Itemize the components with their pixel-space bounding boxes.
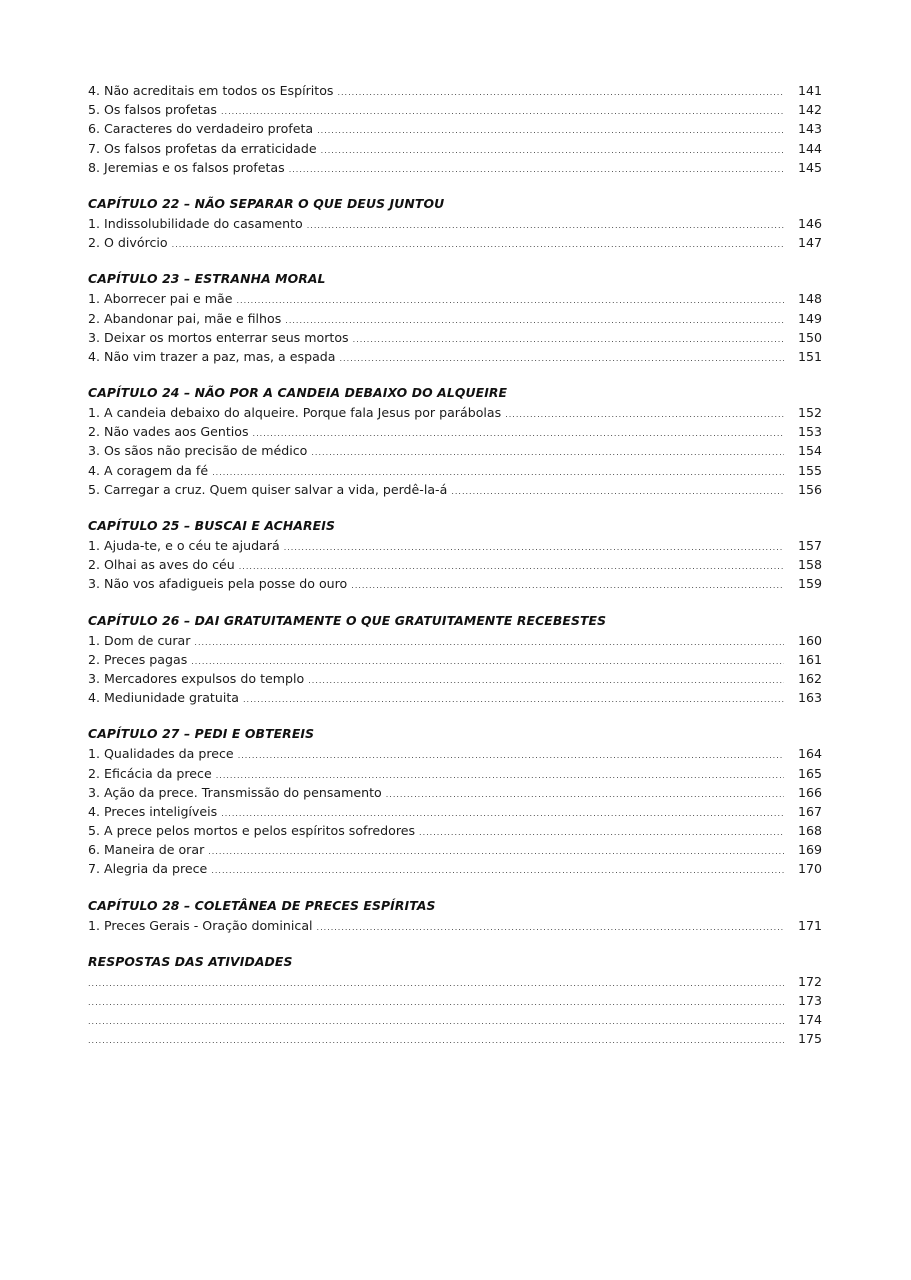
toc-entry-title: 4. Preces inteligíveis xyxy=(88,803,218,819)
toc-section xyxy=(88,516,824,594)
toc-section xyxy=(88,194,824,252)
toc-page-number: 153 xyxy=(797,424,822,440)
dot-leader xyxy=(88,1012,784,1031)
dot-leader xyxy=(317,918,784,937)
toc-entry-title: 3. Deixar os mortos enterrar seus mortos xyxy=(88,329,349,345)
dot-leader xyxy=(337,83,784,102)
toc-entry-title: 8. Jeremias e os falsos profetas xyxy=(88,159,285,175)
dot-leader xyxy=(243,690,784,709)
toc-entry-title: 3. Não vos afadigueis pela posse do ouro xyxy=(88,576,348,592)
toc-page-number: 160 xyxy=(797,632,822,648)
toc-entry xyxy=(88,422,824,441)
toc-page-number: 157 xyxy=(797,538,822,553)
dot-leader xyxy=(505,405,784,424)
dot-leader xyxy=(237,291,785,310)
dot-leader xyxy=(353,330,784,349)
toc-entry-title: 2. Não vades aos Gentios xyxy=(88,424,249,440)
chapter-heading: CAPÍTULO 25 – BUSCAI E ACHAREIS xyxy=(88,518,335,533)
dot-leader xyxy=(88,974,784,993)
toc-entry-title: 1. A candeia debaixo do alqueire. Porque fala Jesus por parábolas xyxy=(88,405,502,421)
toc-entry xyxy=(88,480,824,499)
dot-leader xyxy=(172,235,784,254)
toc-entry xyxy=(88,840,824,859)
toc-page-number: 156 xyxy=(797,481,822,497)
dot-leader xyxy=(386,785,784,804)
dot-leader xyxy=(289,160,784,179)
toc-entry xyxy=(88,139,824,158)
dot-leader xyxy=(211,861,784,880)
toc-entry xyxy=(88,1029,824,1048)
toc-entry xyxy=(88,441,824,460)
toc-entry-title: 1. Qualidades da prece xyxy=(88,746,234,762)
toc-page-number: 162 xyxy=(797,670,822,686)
chapter-heading: CAPÍTULO 28 – COLETÂNEA DE PRECES ESPÍRITAS xyxy=(88,897,436,913)
toc-entry-title: 1. Indissolubilidade do casamento xyxy=(88,215,303,231)
toc-page-number: 150 xyxy=(797,329,822,345)
chapter-heading: CAPÍTULO 27 – PEDI E OBTEREIS xyxy=(88,726,315,742)
toc-entry-title: 6. Caracteres do verdadeiro profeta xyxy=(88,121,314,137)
toc-page-number: 166 xyxy=(797,784,822,800)
toc-page-number: 145 xyxy=(797,159,822,175)
toc-entry-title: 4. Não vim trazer a paz, mas, a espada xyxy=(88,348,336,364)
toc-entry-title: 5. A prece pelos mortos e pelos espíritos sofredores xyxy=(88,823,416,839)
toc-entry xyxy=(88,461,824,480)
dot-leader xyxy=(307,216,784,235)
toc-entry xyxy=(88,347,824,366)
toc-entry xyxy=(88,991,824,1010)
toc-page-number: 144 xyxy=(797,140,822,156)
toc-entry xyxy=(88,1010,824,1029)
toc-page-number: 161 xyxy=(797,651,822,667)
dot-leader xyxy=(351,576,784,595)
toc-entry xyxy=(88,916,824,935)
toc-entry-title: 4. Não acreditais em todos os Espíritos xyxy=(88,83,334,98)
toc-entry xyxy=(88,309,824,328)
toc-page-number: 174 xyxy=(797,1012,822,1028)
toc-entry xyxy=(88,536,824,555)
toc-entry-title: 3. Os sãos não precisão de médico xyxy=(88,443,308,459)
toc-entry xyxy=(88,81,824,100)
toc-page-number: 165 xyxy=(797,765,822,781)
toc-entry-title: 2. Olhai as aves do céu xyxy=(88,557,235,573)
dot-leader xyxy=(194,633,784,652)
toc-page-number: 146 xyxy=(797,215,822,231)
toc-entry-title: 3. Ação da prece. Transmissão do pensamento xyxy=(88,784,382,800)
chapter-heading: CAPÍTULO 24 – NÃO POR A CANDEIA DEBAIXO DO ALQUEIRE xyxy=(88,385,508,401)
toc-entry-title: 2. Preces pagas xyxy=(88,651,188,667)
toc-entry-title: 7. Os falsos profetas da erraticidade xyxy=(88,140,317,156)
toc-entry-title: 2. Abandonar pai, mãe e filhos xyxy=(88,310,282,326)
toc-page-number: 149 xyxy=(797,310,822,326)
toc-section xyxy=(88,383,824,499)
toc-entry xyxy=(88,158,824,177)
toc-page-number: 171 xyxy=(797,917,822,933)
toc-entry xyxy=(88,214,824,233)
toc-entry xyxy=(88,972,824,991)
toc-entry xyxy=(88,100,824,119)
toc-page-number: 169 xyxy=(797,842,822,858)
toc-page-number: 168 xyxy=(797,823,822,839)
toc-page-number: 152 xyxy=(797,405,822,421)
toc-entry-title: 7. Alegria da prece xyxy=(88,861,208,877)
toc-page-number: 158 xyxy=(797,557,822,573)
toc-entry xyxy=(88,289,824,308)
toc-page-number: 148 xyxy=(797,291,822,307)
toc-page-number: 170 xyxy=(797,861,822,877)
toc-entry-title: 1. Ajuda-te, e o céu te ajudará xyxy=(88,538,280,553)
dot-leader xyxy=(208,842,784,861)
dot-leader xyxy=(253,424,784,443)
toc-page-number: 164 xyxy=(797,746,822,762)
toc-page-number: 154 xyxy=(797,443,822,459)
dot-leader xyxy=(285,311,784,330)
toc-section xyxy=(88,269,824,366)
toc-section xyxy=(88,724,824,878)
toc-page-number: 155 xyxy=(797,462,822,478)
toc-entry-title: 4. Mediunidade gratuita xyxy=(88,690,240,706)
toc-section xyxy=(88,81,824,177)
chapter-heading: CAPÍTULO 26 – DAI GRATUITAMENTE O QUE GRATUITAMENTE RECEBESTES xyxy=(88,612,607,628)
dot-leader xyxy=(419,823,784,842)
toc-entry xyxy=(88,119,824,138)
toc-section xyxy=(88,611,824,708)
toc-entry-title: 1. Dom de curar xyxy=(88,632,191,648)
dot-leader xyxy=(311,443,784,462)
toc-entry xyxy=(88,783,824,802)
toc-entry xyxy=(88,859,824,878)
toc-page-number: 173 xyxy=(797,993,822,1008)
toc-entry xyxy=(88,744,824,763)
dot-leader xyxy=(451,482,784,501)
toc-entry-title: 1. Aborrecer pai e mãe xyxy=(88,291,233,307)
chapter-heading: RESPOSTAS DAS ATIVIDADES xyxy=(88,953,293,969)
toc-entry xyxy=(88,574,824,593)
toc-page-number: 167 xyxy=(797,803,822,819)
toc-page-number: 142 xyxy=(797,102,822,118)
toc-page-number: 175 xyxy=(797,1031,822,1047)
toc-page-number: 159 xyxy=(797,576,822,592)
dot-leader xyxy=(88,993,784,1012)
toc-entry xyxy=(88,650,824,669)
toc-page-number: 163 xyxy=(797,690,822,706)
toc-entry xyxy=(88,688,824,707)
toc-entry xyxy=(88,802,824,821)
dot-leader xyxy=(308,671,784,690)
dot-leader xyxy=(88,1031,784,1050)
toc-entry-title: 5. Carregar a cruz. Quem quiser salvar a vida, perdê-la-á xyxy=(88,481,448,497)
toc-entry xyxy=(88,233,824,252)
toc-section xyxy=(88,952,824,1049)
toc-entry-title: 4. A coragem da fé xyxy=(88,462,209,478)
toc-entry xyxy=(88,555,824,574)
toc-entry xyxy=(88,631,824,650)
toc-entry-title: 2. O divórcio xyxy=(88,235,168,251)
toc-page-number: 143 xyxy=(797,121,822,137)
toc-page-number: 141 xyxy=(797,83,822,98)
toc-entry xyxy=(88,821,824,840)
toc-entry-title: 2. Eficácia da prece xyxy=(88,765,212,781)
toc-entry-title: 3. Mercadores expulsos do templo xyxy=(88,670,305,686)
dot-leader xyxy=(340,349,784,368)
toc-page-number: 172 xyxy=(797,973,822,989)
dot-leader xyxy=(238,746,784,765)
toc-page-number: 147 xyxy=(797,235,822,251)
toc-page-number: 151 xyxy=(797,348,822,364)
chapter-heading: CAPÍTULO 22 – NÃO SEPARAR O QUE DEUS JUNTOU xyxy=(88,195,445,211)
chapter-heading: CAPÍTULO 23 – ESTRANHA MORAL xyxy=(88,271,326,287)
dot-leader xyxy=(321,141,784,160)
dot-leader xyxy=(317,121,784,140)
dot-leader xyxy=(284,538,784,557)
toc-entry xyxy=(88,669,824,688)
toc-entry xyxy=(88,403,824,422)
toc-entry xyxy=(88,764,824,783)
toc-entry-title: 6. Maneira de orar xyxy=(88,842,205,858)
toc-entry-title: 5. Os falsos profetas xyxy=(88,102,217,118)
toc-entry-title: 1. Preces Gerais - Oração dominical xyxy=(88,917,313,933)
toc-entry xyxy=(88,328,824,347)
toc-section xyxy=(88,896,824,935)
table-of-contents xyxy=(88,81,824,1049)
